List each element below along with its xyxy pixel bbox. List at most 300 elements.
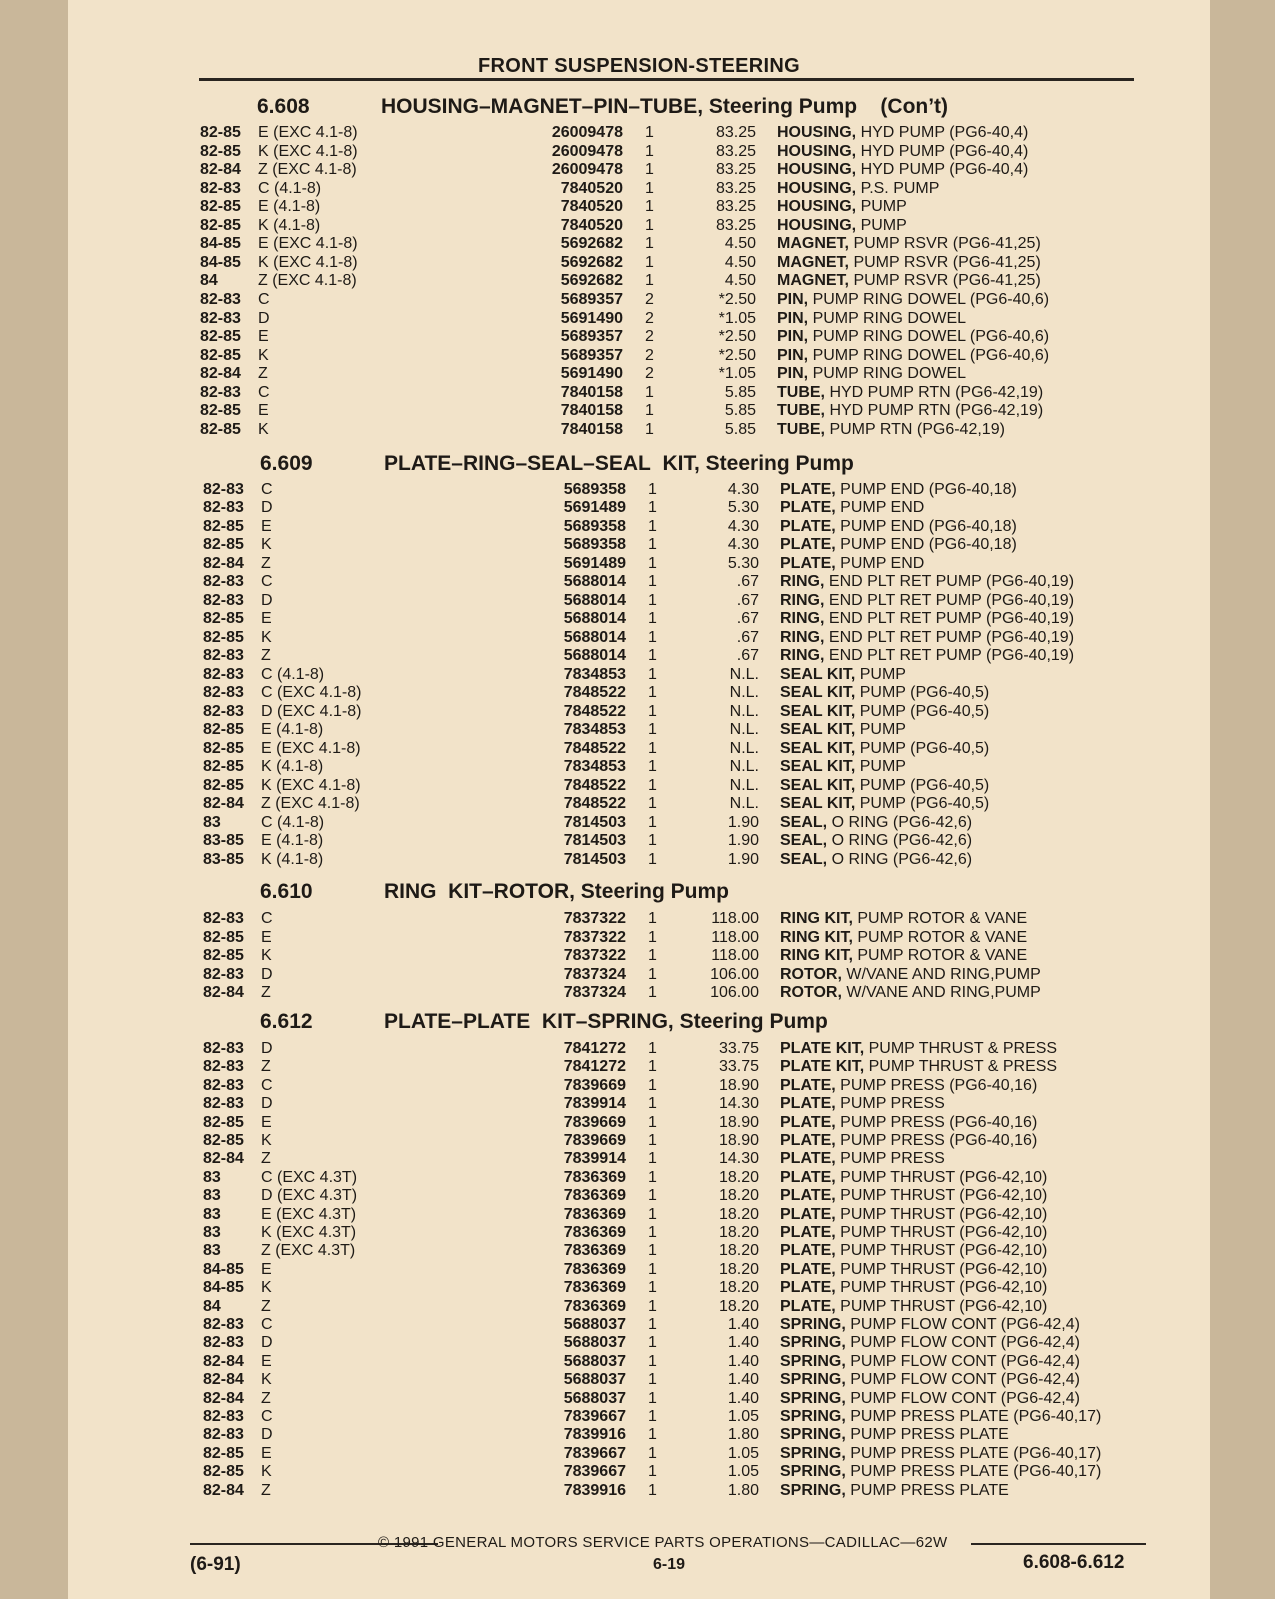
description-cell [777, 198, 1137, 216]
section-title: PLATE–RING–SEAL–SEAL KIT, Steering Pump [384, 452, 854, 475]
section-title: HOUSING–MAGNET–PIN–TUBE, Steering Pump (Con’t) [381, 95, 949, 118]
description-text: PUMP PRESS [840, 1095, 945, 1113]
model-cell: C [261, 573, 273, 591]
description-cell [780, 684, 1140, 702]
model-cell: K (EXC 4.1-8) [258, 253, 358, 271]
quantity-cell: 1 [645, 235, 654, 253]
description-cell [780, 1095, 1140, 1113]
year-cell: 82-85 [203, 1463, 244, 1481]
year-cell: 82-85 [203, 947, 244, 965]
year-cell: 82-84 [203, 1150, 244, 1168]
quantity-cell: 1 [645, 124, 654, 141]
part-number-cell: 7840158 [560, 402, 623, 420]
quantity-cell: 1 [648, 1260, 657, 1278]
description-keyword: RING KIT, [780, 928, 853, 946]
part-row [203, 832, 1143, 851]
price-cell: 5.85 [724, 420, 756, 438]
description-cell [780, 1482, 1140, 1500]
model-cell: E [261, 1444, 272, 1462]
description-keyword: SPRING, [780, 1426, 846, 1444]
model-cell: E (EXC 4.1-8) [258, 124, 358, 141]
description-text: PUMP PRESS (PG6-40,16) [840, 1132, 1038, 1149]
description-text: PUMP RSVR (PG6-41,25) [853, 272, 1041, 290]
part-row [200, 310, 1140, 329]
quantity-cell: 1 [648, 813, 657, 831]
description-cell [777, 235, 1137, 253]
part-row [203, 1334, 1143, 1353]
part-number-cell: 5689358 [563, 536, 626, 554]
description-text: PUMP PRESS PLATE [850, 1426, 1009, 1444]
model-cell: C [261, 481, 273, 498]
quantity-cell: 1 [645, 272, 654, 290]
model-cell: D (EXC 4.3T) [261, 1187, 358, 1205]
price-cell: 1.80 [727, 1481, 759, 1499]
description-cell [780, 1150, 1140, 1168]
part-number-cell: 7848522 [563, 684, 626, 702]
model-cell: C (4.1-8) [261, 813, 325, 831]
year-cell: 82-85 [203, 1113, 244, 1131]
year-cell: 82-85 [203, 517, 244, 535]
year-cell: 83-85 [203, 850, 244, 868]
part-number-cell: 7839669 [563, 1113, 626, 1131]
model-cell: C [258, 383, 270, 401]
price-cell: 83.25 [715, 161, 756, 179]
description-keyword: PLATE, [780, 536, 836, 554]
description-keyword: HOUSING, [777, 198, 857, 216]
description-cell [777, 161, 1137, 179]
year-cell: 82-84 [203, 554, 244, 572]
model-cell: Z (EXC 4.1-8) [261, 795, 360, 813]
model-cell: D [258, 309, 270, 327]
part-row [203, 1298, 1143, 1317]
part-row [203, 1095, 1143, 1114]
description-text: PUMP RING DOWEL (PG6-40,6) [812, 328, 1050, 346]
description-text: P.S. PUMP [860, 179, 940, 197]
model-cell: C (4.1-8) [261, 665, 325, 683]
quantity-cell: 1 [648, 573, 657, 591]
price-cell: 118.00 [711, 928, 759, 946]
model-cell: K (EXC 4.1-8) [261, 776, 361, 794]
description-keyword: PLATE KIT, [780, 1040, 865, 1057]
quantity-cell: 2 [645, 291, 654, 309]
description-keyword: PLATE, [780, 1095, 836, 1113]
quantity-cell: 1 [645, 142, 654, 160]
description-cell [780, 984, 1140, 1002]
price-cell: 18.20 [718, 1260, 759, 1278]
part-number-cell: 7839914 [563, 1150, 626, 1168]
part-number-cell: 7814503 [563, 813, 626, 831]
model-cell: K [261, 628, 272, 646]
description-text: PUMP FLOW CONT (PG6-42,4) [850, 1334, 1080, 1352]
part-number-cell: 7836369 [563, 1224, 626, 1241]
year-cell: 82-84 [203, 1481, 244, 1499]
year-cell: 82-85 [203, 758, 244, 776]
quantity-cell: 1 [648, 554, 657, 572]
price-cell: 14.30 [718, 1150, 759, 1168]
description-keyword: SEAL KIT, [780, 721, 856, 739]
part-number-cell: 7834853 [563, 665, 626, 683]
part-row [203, 947, 1143, 966]
part-row [203, 518, 1143, 537]
quantity-cell: 1 [648, 910, 657, 927]
description-text: PUMP PRESS PLATE (PG6-40,17) [850, 1408, 1102, 1425]
page-title: FRONT SUSPENSION-STEERING [478, 55, 800, 77]
model-cell: E (4.1-8) [261, 832, 324, 850]
section-number: 6.608 [257, 95, 310, 118]
model-cell: E [261, 1113, 272, 1131]
model-cell: E [258, 402, 269, 420]
model-cell: K [261, 536, 272, 554]
catalog-page [68, 0, 1210, 1599]
quantity-cell: 1 [648, 1058, 657, 1076]
description-keyword: SPRING, [780, 1408, 846, 1425]
page-number: 6-19 [653, 1556, 686, 1573]
year-cell: 82-85 [200, 124, 241, 141]
description-cell [780, 647, 1140, 665]
description-keyword: PLATE, [780, 1279, 836, 1297]
description-keyword: PLATE, [780, 1242, 836, 1260]
description-keyword: TUBE, [777, 402, 825, 420]
part-row [203, 1279, 1143, 1298]
year-cell: 82-83 [200, 309, 241, 327]
description-text: PUMP THRUST (PG6-42,10) [840, 1279, 1048, 1297]
description-text: PUMP END (PG6-40,18) [840, 517, 1017, 535]
part-number-cell: 7834853 [563, 758, 626, 776]
description-text: PUMP RING DOWEL [812, 365, 967, 383]
part-row [203, 740, 1143, 759]
quantity-cell: 1 [648, 1279, 657, 1297]
quantity-cell: 1 [648, 1334, 657, 1352]
price-cell: 18.90 [718, 1113, 759, 1131]
description-text: PUMP END (PG6-40,18) [840, 536, 1017, 554]
price-cell: 1.40 [727, 1371, 759, 1389]
description-text: PUMP END [840, 499, 925, 517]
price-cell: 18.20 [718, 1205, 759, 1223]
part-number-cell: 7848522 [563, 795, 626, 813]
year-cell: 82-83 [203, 965, 244, 983]
year-cell: 83-85 [203, 832, 244, 850]
description-keyword: PLATE, [780, 554, 836, 572]
year-cell: 82-85 [200, 402, 241, 420]
part-number-cell: 7839916 [563, 1426, 626, 1444]
description-keyword: PLATE, [780, 499, 836, 517]
part-row [200, 347, 1140, 366]
model-cell: K (EXC 4.3T) [261, 1224, 357, 1241]
year-cell: 82-83 [203, 1095, 244, 1113]
part-number-cell: 5691490 [560, 309, 623, 327]
model-cell: D (EXC 4.1-8) [261, 702, 362, 720]
model-cell: E (EXC 4.1-8) [261, 739, 361, 757]
part-number-cell: 7834853 [563, 721, 626, 739]
part-number-cell: 5692682 [560, 272, 623, 290]
part-row [200, 143, 1140, 162]
description-keyword: RING, [780, 647, 825, 665]
page-content [68, 0, 1210, 1599]
quantity-cell: 1 [645, 198, 654, 216]
price-cell: 18.20 [718, 1242, 759, 1260]
year-cell: 82-85 [203, 928, 244, 946]
year-cell: 82-83 [200, 383, 241, 401]
description-text: PUMP RTN (PG6-42,19) [829, 420, 1005, 438]
model-cell: K (EXC 4.1-8) [258, 142, 358, 160]
description-cell [780, 929, 1140, 947]
part-number-cell: 5688037 [563, 1316, 626, 1333]
description-text: PUMP PRESS PLATE (PG6-40,17) [850, 1463, 1102, 1481]
year-cell: 84-85 [200, 235, 241, 253]
part-row [203, 984, 1143, 1003]
part-row [200, 180, 1140, 199]
part-number-cell: 5688014 [563, 628, 626, 646]
model-cell: C (EXC 4.3T) [261, 1168, 358, 1186]
model-cell: D [261, 965, 273, 983]
description-cell [777, 180, 1137, 198]
description-text: PUMP RING DOWEL [812, 309, 967, 327]
description-cell [780, 1408, 1140, 1426]
description-keyword: RING, [780, 573, 825, 591]
quantity-cell: 1 [648, 1297, 657, 1315]
quantity-cell: 2 [645, 365, 654, 383]
model-cell: Z (EXC 4.1-8) [258, 272, 357, 290]
price-cell: *1.05 [718, 309, 756, 327]
description-cell [777, 365, 1137, 383]
quantity-cell: 1 [648, 721, 657, 739]
description-text: PUMP THRUST (PG6-42,10) [840, 1260, 1048, 1278]
year-cell: 82-85 [203, 739, 244, 757]
part-number-cell: 5688014 [563, 591, 626, 609]
description-cell [780, 592, 1140, 610]
part-row [203, 1316, 1143, 1335]
part-row [203, 1169, 1143, 1188]
part-row [200, 254, 1140, 273]
description-text: END PLT RET PUMP (PG6-40,19) [828, 610, 1075, 628]
part-row [200, 421, 1140, 440]
price-cell: 18.20 [718, 1224, 759, 1241]
part-number-cell: 7839667 [563, 1408, 626, 1425]
description-keyword: PLATE, [780, 1187, 836, 1205]
quantity-cell: 1 [648, 1352, 657, 1370]
year-cell: 82-85 [200, 142, 241, 160]
model-cell: K (4.1-8) [261, 850, 324, 868]
description-cell [777, 310, 1137, 328]
description-cell [780, 666, 1140, 684]
quantity-cell: 1 [648, 739, 657, 757]
part-number-cell: 7839669 [563, 1076, 626, 1094]
part-number-cell: 7848522 [563, 702, 626, 720]
price-cell: 18.20 [718, 1279, 759, 1297]
part-row [203, 777, 1143, 796]
description-cell [780, 1169, 1140, 1187]
description-keyword: SEAL KIT, [780, 758, 856, 776]
part-number-cell: 5689357 [560, 291, 623, 309]
description-text: PUMP FLOW CONT (PG6-42,4) [850, 1352, 1080, 1370]
section-range: 6.608-6.612 [1023, 1552, 1125, 1573]
quantity-cell: 1 [648, 1444, 657, 1462]
model-cell: E (4.1-8) [258, 198, 321, 216]
price-cell: 106.00 [710, 984, 759, 1002]
quantity-cell: 1 [648, 1463, 657, 1481]
description-cell [780, 947, 1140, 965]
quantity-cell: 2 [645, 328, 654, 346]
description-cell [780, 518, 1140, 536]
quantity-cell: 1 [648, 1389, 657, 1407]
quantity-cell: 1 [648, 1242, 657, 1260]
quantity-cell: 1 [648, 965, 657, 983]
part-number-cell: 5689357 [560, 346, 623, 364]
year-cell: 82-83 [203, 647, 244, 665]
part-number-cell: 7836369 [563, 1205, 626, 1223]
year-cell: 82-85 [203, 610, 244, 628]
model-cell: D [261, 591, 273, 609]
year-cell: 82-83 [203, 481, 244, 498]
part-number-cell: 26009478 [551, 142, 623, 160]
description-text: PUMP THRUST (PG6-42,10) [840, 1187, 1048, 1205]
part-number-cell: 7836369 [563, 1187, 626, 1205]
copyright-notice: © 1991 GENERAL MOTORS SERVICE PARTS OPERATIONS—CADILLAC—62W [378, 1534, 948, 1551]
description-text: PUMP (PG6-40,5) [859, 684, 990, 702]
quantity-cell: 1 [648, 628, 657, 646]
price-cell: 106.00 [710, 965, 759, 983]
year-cell: 82-83 [203, 702, 244, 720]
model-cell: D [261, 1334, 273, 1352]
model-cell: C [258, 291, 270, 309]
description-cell [780, 1261, 1140, 1279]
description-keyword: SEAL, [780, 832, 828, 850]
year-cell: 82-84 [203, 1352, 244, 1370]
year-cell: 82-85 [203, 776, 244, 794]
model-cell: E [261, 928, 272, 946]
model-cell: Z [261, 647, 271, 665]
quantity-cell: 1 [648, 795, 657, 813]
model-cell: E [261, 1352, 272, 1370]
description-keyword: RING KIT, [780, 910, 853, 927]
description-cell [780, 1353, 1140, 1371]
price-cell: N.L. [729, 721, 759, 739]
quantity-cell: 1 [648, 1224, 657, 1241]
part-row [203, 592, 1143, 611]
description-text: HYD PUMP (PG6-40,4) [860, 142, 1029, 160]
quantity-cell: 1 [645, 161, 654, 179]
part-number-cell: 5688037 [563, 1371, 626, 1389]
description-keyword: RING, [780, 610, 825, 628]
part-number-cell: 7839667 [563, 1444, 626, 1462]
description-keyword: SEAL KIT, [780, 684, 856, 702]
part-number-cell: 7836369 [563, 1279, 626, 1297]
part-row [203, 1114, 1143, 1133]
description-keyword: SPRING, [780, 1389, 846, 1407]
description-keyword: MAGNET, [777, 253, 849, 271]
description-cell [777, 254, 1137, 272]
quantity-cell: 1 [645, 402, 654, 420]
description-keyword: ROTOR, [780, 984, 842, 1002]
year-cell: 84-85 [200, 253, 241, 271]
description-keyword: PLATE, [780, 1168, 836, 1186]
footer-rule-right [971, 1543, 1146, 1545]
description-cell [780, 1242, 1140, 1260]
part-row [203, 1482, 1143, 1501]
model-cell: K [261, 1463, 272, 1481]
price-cell: 1.05 [727, 1463, 759, 1481]
price-cell: 118.00 [711, 910, 759, 927]
description-cell [780, 758, 1140, 776]
description-text: PUMP [860, 198, 907, 216]
model-cell: Z [261, 1058, 271, 1076]
description-cell [780, 629, 1140, 647]
price-cell: 18.90 [718, 1132, 759, 1149]
description-cell [777, 291, 1137, 309]
description-text: PUMP ROTOR & VANE [857, 947, 1028, 965]
model-cell: D [261, 1040, 273, 1057]
description-cell [777, 347, 1137, 365]
price-cell: 4.30 [727, 481, 759, 498]
part-row [203, 629, 1143, 648]
description-keyword: SEAL KIT, [780, 739, 856, 757]
description-cell [780, 499, 1140, 517]
description-text: PUMP THRUST (PG6-42,10) [840, 1224, 1048, 1241]
model-cell: D [261, 1095, 273, 1113]
quantity-cell: 1 [648, 1150, 657, 1168]
part-row [203, 1040, 1143, 1059]
year-cell: 82-83 [203, 1334, 244, 1352]
description-cell [780, 1316, 1140, 1334]
model-cell: K [261, 1132, 272, 1149]
part-number-cell: 7836369 [563, 1297, 626, 1315]
price-cell: 5.85 [724, 402, 756, 420]
price-cell: .67 [736, 610, 759, 628]
part-number-cell: 5688037 [563, 1334, 626, 1352]
part-number-cell: 7841272 [563, 1058, 626, 1076]
year-cell: 83 [203, 813, 221, 831]
year-cell: 82-83 [203, 1408, 244, 1425]
description-keyword: HOUSING, [777, 142, 857, 160]
model-cell: D [261, 1426, 273, 1444]
description-text: O RING (PG6-42,6) [831, 850, 973, 868]
price-cell: N.L. [729, 795, 759, 813]
price-cell: 18.20 [718, 1297, 759, 1315]
model-cell: K (4.1-8) [261, 758, 324, 776]
part-row [200, 198, 1140, 217]
part-number-cell: 5689358 [563, 481, 626, 498]
quantity-cell: 1 [648, 1205, 657, 1223]
model-cell: D [261, 499, 273, 517]
part-row [200, 161, 1140, 180]
model-cell: Z [261, 1150, 271, 1168]
description-cell [780, 740, 1140, 758]
price-cell: 4.50 [724, 272, 756, 290]
year-cell: 82-85 [200, 216, 241, 234]
description-cell [780, 1187, 1140, 1205]
year-cell: 82-84 [203, 1389, 244, 1407]
year-cell: 82-83 [200, 179, 241, 197]
description-text: PUMP ROTOR & VANE [857, 928, 1028, 946]
description-cell [780, 721, 1140, 739]
year-cell: 82-84 [203, 1371, 244, 1389]
price-cell: 5.85 [724, 383, 756, 401]
description-keyword: SEAL KIT, [780, 702, 856, 720]
part-row [203, 721, 1143, 740]
year-cell: 82-85 [203, 536, 244, 554]
part-number-cell: 7840158 [560, 420, 623, 438]
part-number-cell: 7814503 [563, 832, 626, 850]
model-cell: C [261, 910, 273, 927]
section-title: RING KIT–ROTOR, Steering Pump [384, 880, 729, 903]
part-row [203, 1445, 1143, 1464]
part-row [203, 795, 1143, 814]
year-cell: 82-83 [203, 910, 244, 927]
year-cell: 82-85 [203, 1444, 244, 1462]
model-cell: C (EXC 4.1-8) [261, 684, 362, 702]
part-row [203, 1408, 1143, 1427]
year-cell: 82-83 [203, 1076, 244, 1094]
